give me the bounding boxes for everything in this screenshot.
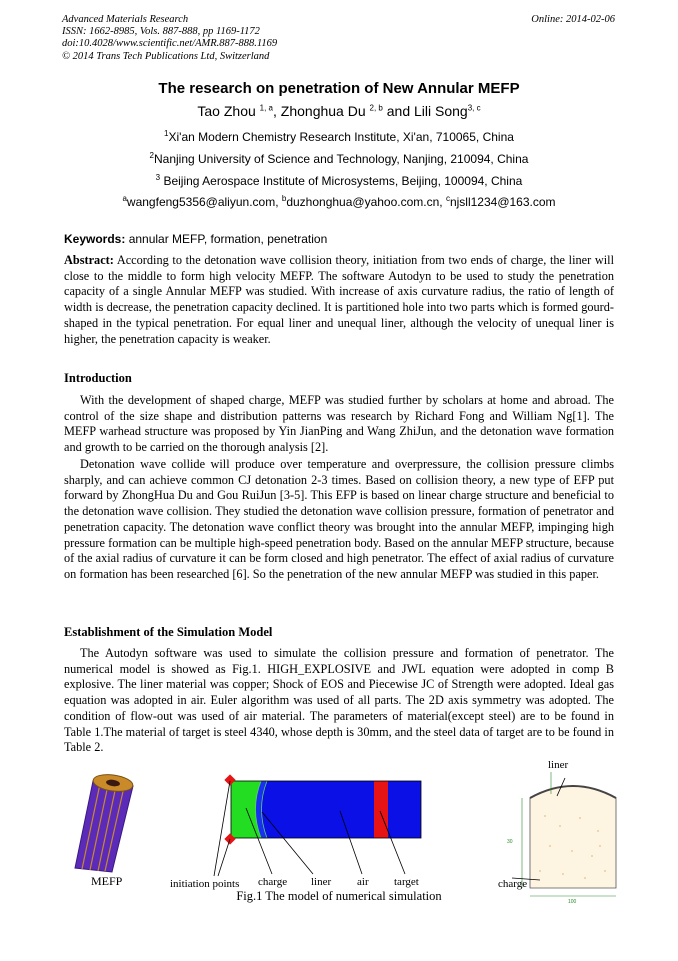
email-a[interactable]: wangfeng5356@aliyun.com,: [126, 195, 282, 209]
affiliation-1-sup: 1: [164, 129, 169, 138]
affiliation-1: [0, 130, 678, 144]
label-air: air: [357, 876, 369, 888]
abstract-label: Abstract:: [64, 253, 114, 267]
label-initiation-points: initiation points: [170, 878, 240, 890]
model-paragraph-1: The Autodyn software was used to simulate the collision pressure and formation of penetrator. The numerical model is showed as Fig.1. HIGH_EXPLOSIVE and JWL equation were adopted in comp B explosive. The liner material was copper; Shock of EOS and Piecewise JC of Strength were adopted. Ideal gas equation was adopted in air. Euler algorithm was used of all parts. The 2D axis symmetry was adopted. The condition of flow-out was used of air material. The parameters of material(except steel) are to be found in Table 1.The material of target is steel 4340, whose depth is 30mm, and the steel data of target are to be found in Table 2.: [64, 646, 614, 755]
author-3-sup: 3, c: [467, 103, 481, 113]
author-2: Zhonghua Du: [280, 103, 366, 119]
online-date: Online: 2014-02-06: [531, 14, 615, 25]
abstract: [64, 253, 614, 347]
figure-1-caption: Fig.1 The model of numerical simulation: [236, 889, 442, 903]
target-region: [374, 781, 388, 838]
journal-header: [62, 14, 277, 63]
affiliation-2-sup: 2: [149, 151, 154, 160]
paper-title: The research on penetration of New Annular MEFP: [158, 80, 520, 97]
author-3: Lili Song: [414, 103, 468, 119]
dimension-height: 30: [507, 839, 513, 845]
journal-name: Advanced Materials Research: [62, 14, 189, 25]
label-mefp: MEFP: [91, 874, 123, 888]
keywords: [64, 232, 327, 246]
intro-paragraph-2: Detonation wave collide will produce over temperature and overpressure, the collision pressure climbs sharply, and can achieve common CJ detonation 2-3 times. Based on collision theory, a new type of EFP put forward by ZhongHua Du and Gou RuiJun [3-5]. This EFP is based on linear charge structure and beneficial to the detonation wave collision. They studied the detonation wave collision pressure, formation of penetrator and penetration capacity. The detonation wave conflict theory was brought into the annular MEFP, impinging high pressure formation can be multiple high-speed penetration body. Based on the annular MEFP structure, because of the axial radius of curvature it can be form closed and high penetrator. The effect of axial radius of curvature on formation has been researched [6]. So the penetration of the new annular MEFP was studied in this paper.: [64, 457, 614, 581]
figure-1: [0, 756, 678, 956]
keywords-label: Keywords:: [64, 232, 126, 246]
label-target: target: [394, 876, 419, 888]
mefp-cylinder: [75, 772, 134, 872]
author-1: Tao Zhou: [197, 103, 256, 119]
label-liner: liner: [311, 876, 332, 888]
email-b-sup: b: [281, 194, 287, 203]
figure-1-graphic: [0, 756, 678, 956]
abstract-text: According to the detonation wave collision theory, initiation from two ends of charge, the liner will close to the middle to form high velocity MEFP. The software Autodyn to be used to study the penetration capacity of a single Annular MEFP was studied. With increase of axis curvature radius, the ratio of length of width is decrease, the penetration capacity declined. It is partitioned hole into two parts which is formed gourd-shaped in the typical penetration. For equal liner and unequal liner, although the velocity of unequal liner is higher, the penetration capacity is weaker.: [64, 253, 614, 346]
email-a-sup: a: [122, 194, 127, 203]
author-sep-2: and: [382, 103, 414, 119]
label-liner-right: liner: [548, 759, 569, 771]
section-heading-introduction: Introduction: [64, 371, 132, 385]
author-line: [0, 103, 678, 119]
email-c-sup: c: [445, 194, 450, 203]
affiliation-2-text: Nanjing University of Science and Technology, Nanjing, 210094, China: [153, 152, 529, 166]
author-2-sup: 2, b: [369, 103, 383, 113]
section-heading-simulation-model: Establishment of the Simulation Model: [64, 625, 273, 639]
intro-paragraph-1: With the development of shaped charge, MEFP was studied further by scholars at home and abroad. The control of the size shape and distribution patterns was research by Richard Fong and William Ng[1]. The MEFP warhead structure was proposed by Yin JianPing and Wang ZhiJun, and the detonation wave formation and growth to be carried on the thorough analysis [2].: [64, 393, 614, 455]
affiliation-3-text: Beijing Aerospace Institute of Microsystems, Beijing, 100094, China: [160, 174, 523, 188]
keywords-text: annular MEFP, formation, penetration: [125, 232, 328, 246]
issn: ISSN: 1662-8985, Vols. 887-888, pp 1169-1172: [62, 26, 260, 38]
label-charge-right: charge: [498, 878, 528, 890]
label-charge: charge: [258, 876, 288, 888]
liner-schematic: [512, 772, 616, 896]
email-b[interactable]: duzhonghua@yahoo.com.cn,: [286, 195, 446, 209]
email-line: [0, 195, 678, 209]
copyright: © 2014 Trans Tech Publications Ltd, Switzerland: [62, 50, 270, 62]
email-c[interactable]: njsll1234@163.com: [449, 195, 556, 209]
dimension-width: 100: [568, 899, 577, 905]
affiliation-3-sup: 3: [155, 173, 161, 182]
affiliation-1-text: Xi'an Modern Chemistry Research Institute, Xi'an, 710065, China: [168, 130, 514, 144]
simulation-domain: [214, 774, 421, 876]
affiliation-2: [0, 152, 678, 166]
author-sep-1: ,: [273, 103, 281, 119]
affiliation-3: [0, 174, 678, 188]
doi: doi:10.4028/www.scientific.net/AMR.887-888.1169: [62, 38, 278, 50]
author-1-sup: 1, a: [259, 103, 273, 113]
